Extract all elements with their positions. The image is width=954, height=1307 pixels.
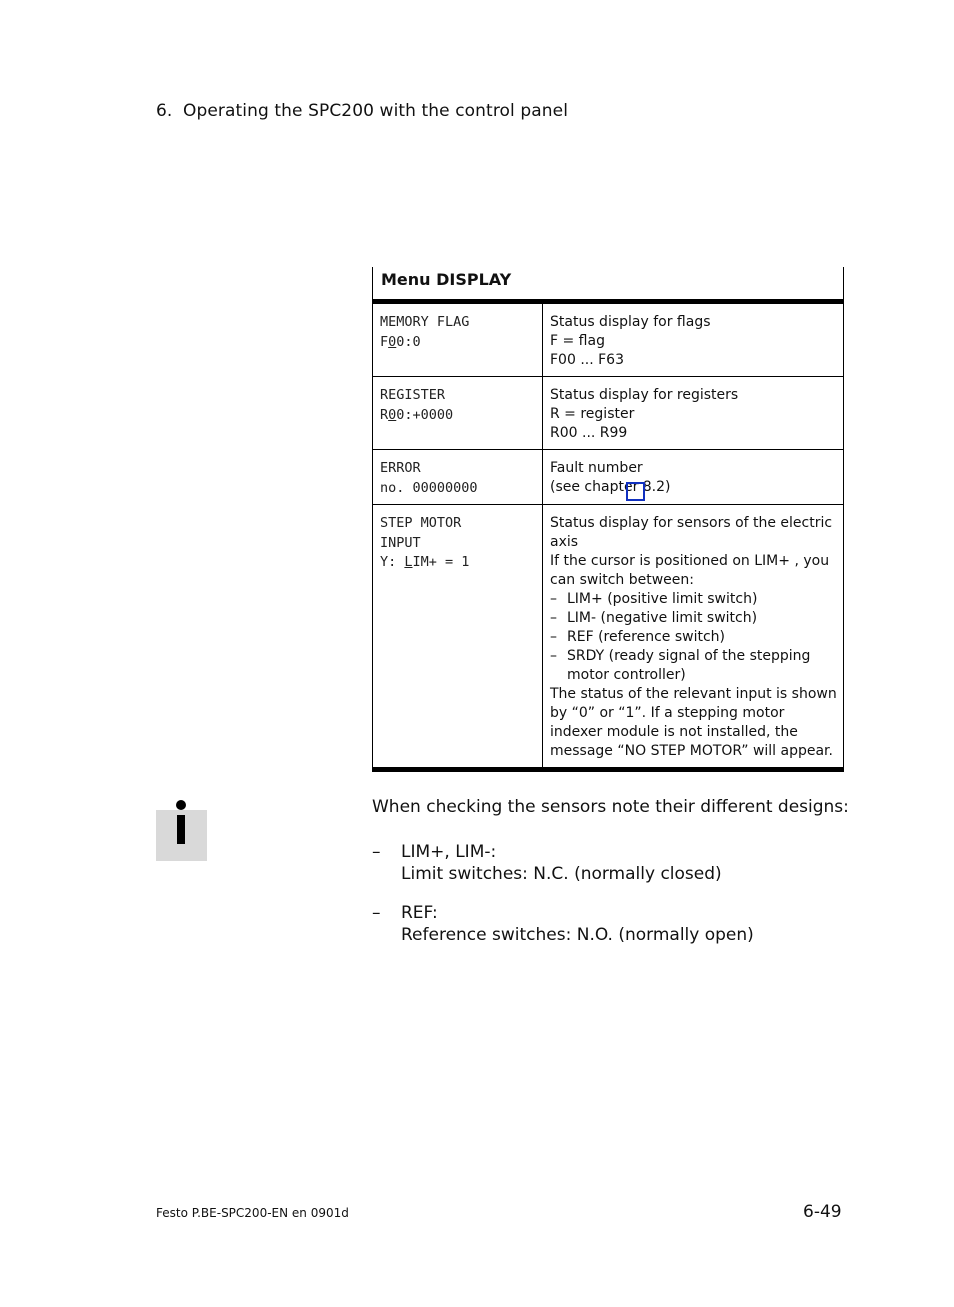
list-item: – REF: Reference switches: N.O. (normally open) [372, 902, 852, 946]
table-row [373, 377, 844, 450]
chapter-title: Operating the SPC200 with the control panel [183, 101, 569, 121]
display-cell [373, 450, 543, 505]
sensor-note [372, 796, 852, 946]
desc-intro: Status display for sensors of the electric axis [550, 515, 833, 550]
note-item-text: Limit switches: N.C. (normally closed) [401, 864, 722, 884]
display-line: F00:0 [380, 333, 421, 350]
list-item: – LIM+, LIM-: Limit switches: N.C. (normally closed) [372, 841, 852, 885]
note-intro: When checking the sensors note their different designs: [372, 797, 849, 817]
desc-outro: The status of the relevant input is shown by “0” or “1”. If a stepping motor indexer module is not installed, the message “NO STEP MOTOR” will appear. [550, 686, 837, 759]
display-line: ERROR [380, 460, 421, 476]
desc-line: R00 ... R99 [550, 425, 628, 441]
note-item-head: LIM+, LIM-: [401, 842, 497, 862]
display-line: MEMORY FLAG [380, 314, 470, 330]
description-cell [543, 450, 844, 505]
menu-display-table [372, 267, 844, 772]
note-item-head: REF: [401, 903, 438, 923]
display-cell [373, 302, 543, 377]
description-cell [543, 505, 844, 770]
desc-line: F = flag [550, 333, 605, 349]
desc-line: Status display for registers [550, 387, 739, 403]
chapter-reference: (see chapter 8.2) [550, 479, 671, 495]
desc-line: Status display for flags [550, 314, 711, 330]
table-row [373, 302, 844, 377]
display-line: no. 00000000 [380, 479, 478, 496]
info-icon [156, 810, 207, 861]
display-cell [373, 377, 543, 450]
info-icon-stem [177, 815, 185, 844]
info-icon-dot [176, 800, 186, 810]
desc-line: R = register [550, 406, 635, 422]
footer-document-id: Festo P.BE-SPC200-EN en 0901d [156, 1206, 349, 1220]
display-line: R00:+0000 [380, 406, 454, 423]
desc-line: Fault number [550, 460, 643, 476]
table-title: Menu DISPLAY [373, 267, 844, 302]
display-line: Y: LIM+ = 1 [380, 554, 470, 570]
table-row [373, 450, 844, 505]
chapter-heading [156, 101, 568, 121]
list-item: – SRDY (ready signal of the stepping motor controller) [550, 648, 811, 683]
display-line: REGISTER [380, 387, 446, 403]
display-line: INPUT [380, 534, 421, 551]
display-cell [373, 505, 543, 770]
list-item: – LIM+ (positive limit switch) [550, 591, 758, 607]
cursor-char: 0 [388, 333, 397, 350]
note-item-text: Reference switches: N.O. (normally open) [401, 925, 754, 945]
desc-cursor-text: If the cursor is positioned on LIM+ , you can switch between: [550, 553, 830, 588]
cursor-highlight-box [626, 482, 645, 501]
chapter-number: 6. [156, 101, 173, 121]
table-row [373, 505, 844, 770]
list-item: – LIM- (negative limit switch) [550, 610, 758, 626]
page-number: 6-49 [803, 1202, 842, 1222]
description-cell [543, 302, 844, 377]
cursor-char: L [404, 554, 413, 570]
desc-line: F00 ... F63 [550, 352, 624, 368]
list-item: – REF (reference switch) [550, 629, 725, 645]
description-cell [543, 377, 844, 450]
cursor-char: 0 [388, 406, 397, 423]
display-line: STEP MOTOR [380, 515, 462, 531]
